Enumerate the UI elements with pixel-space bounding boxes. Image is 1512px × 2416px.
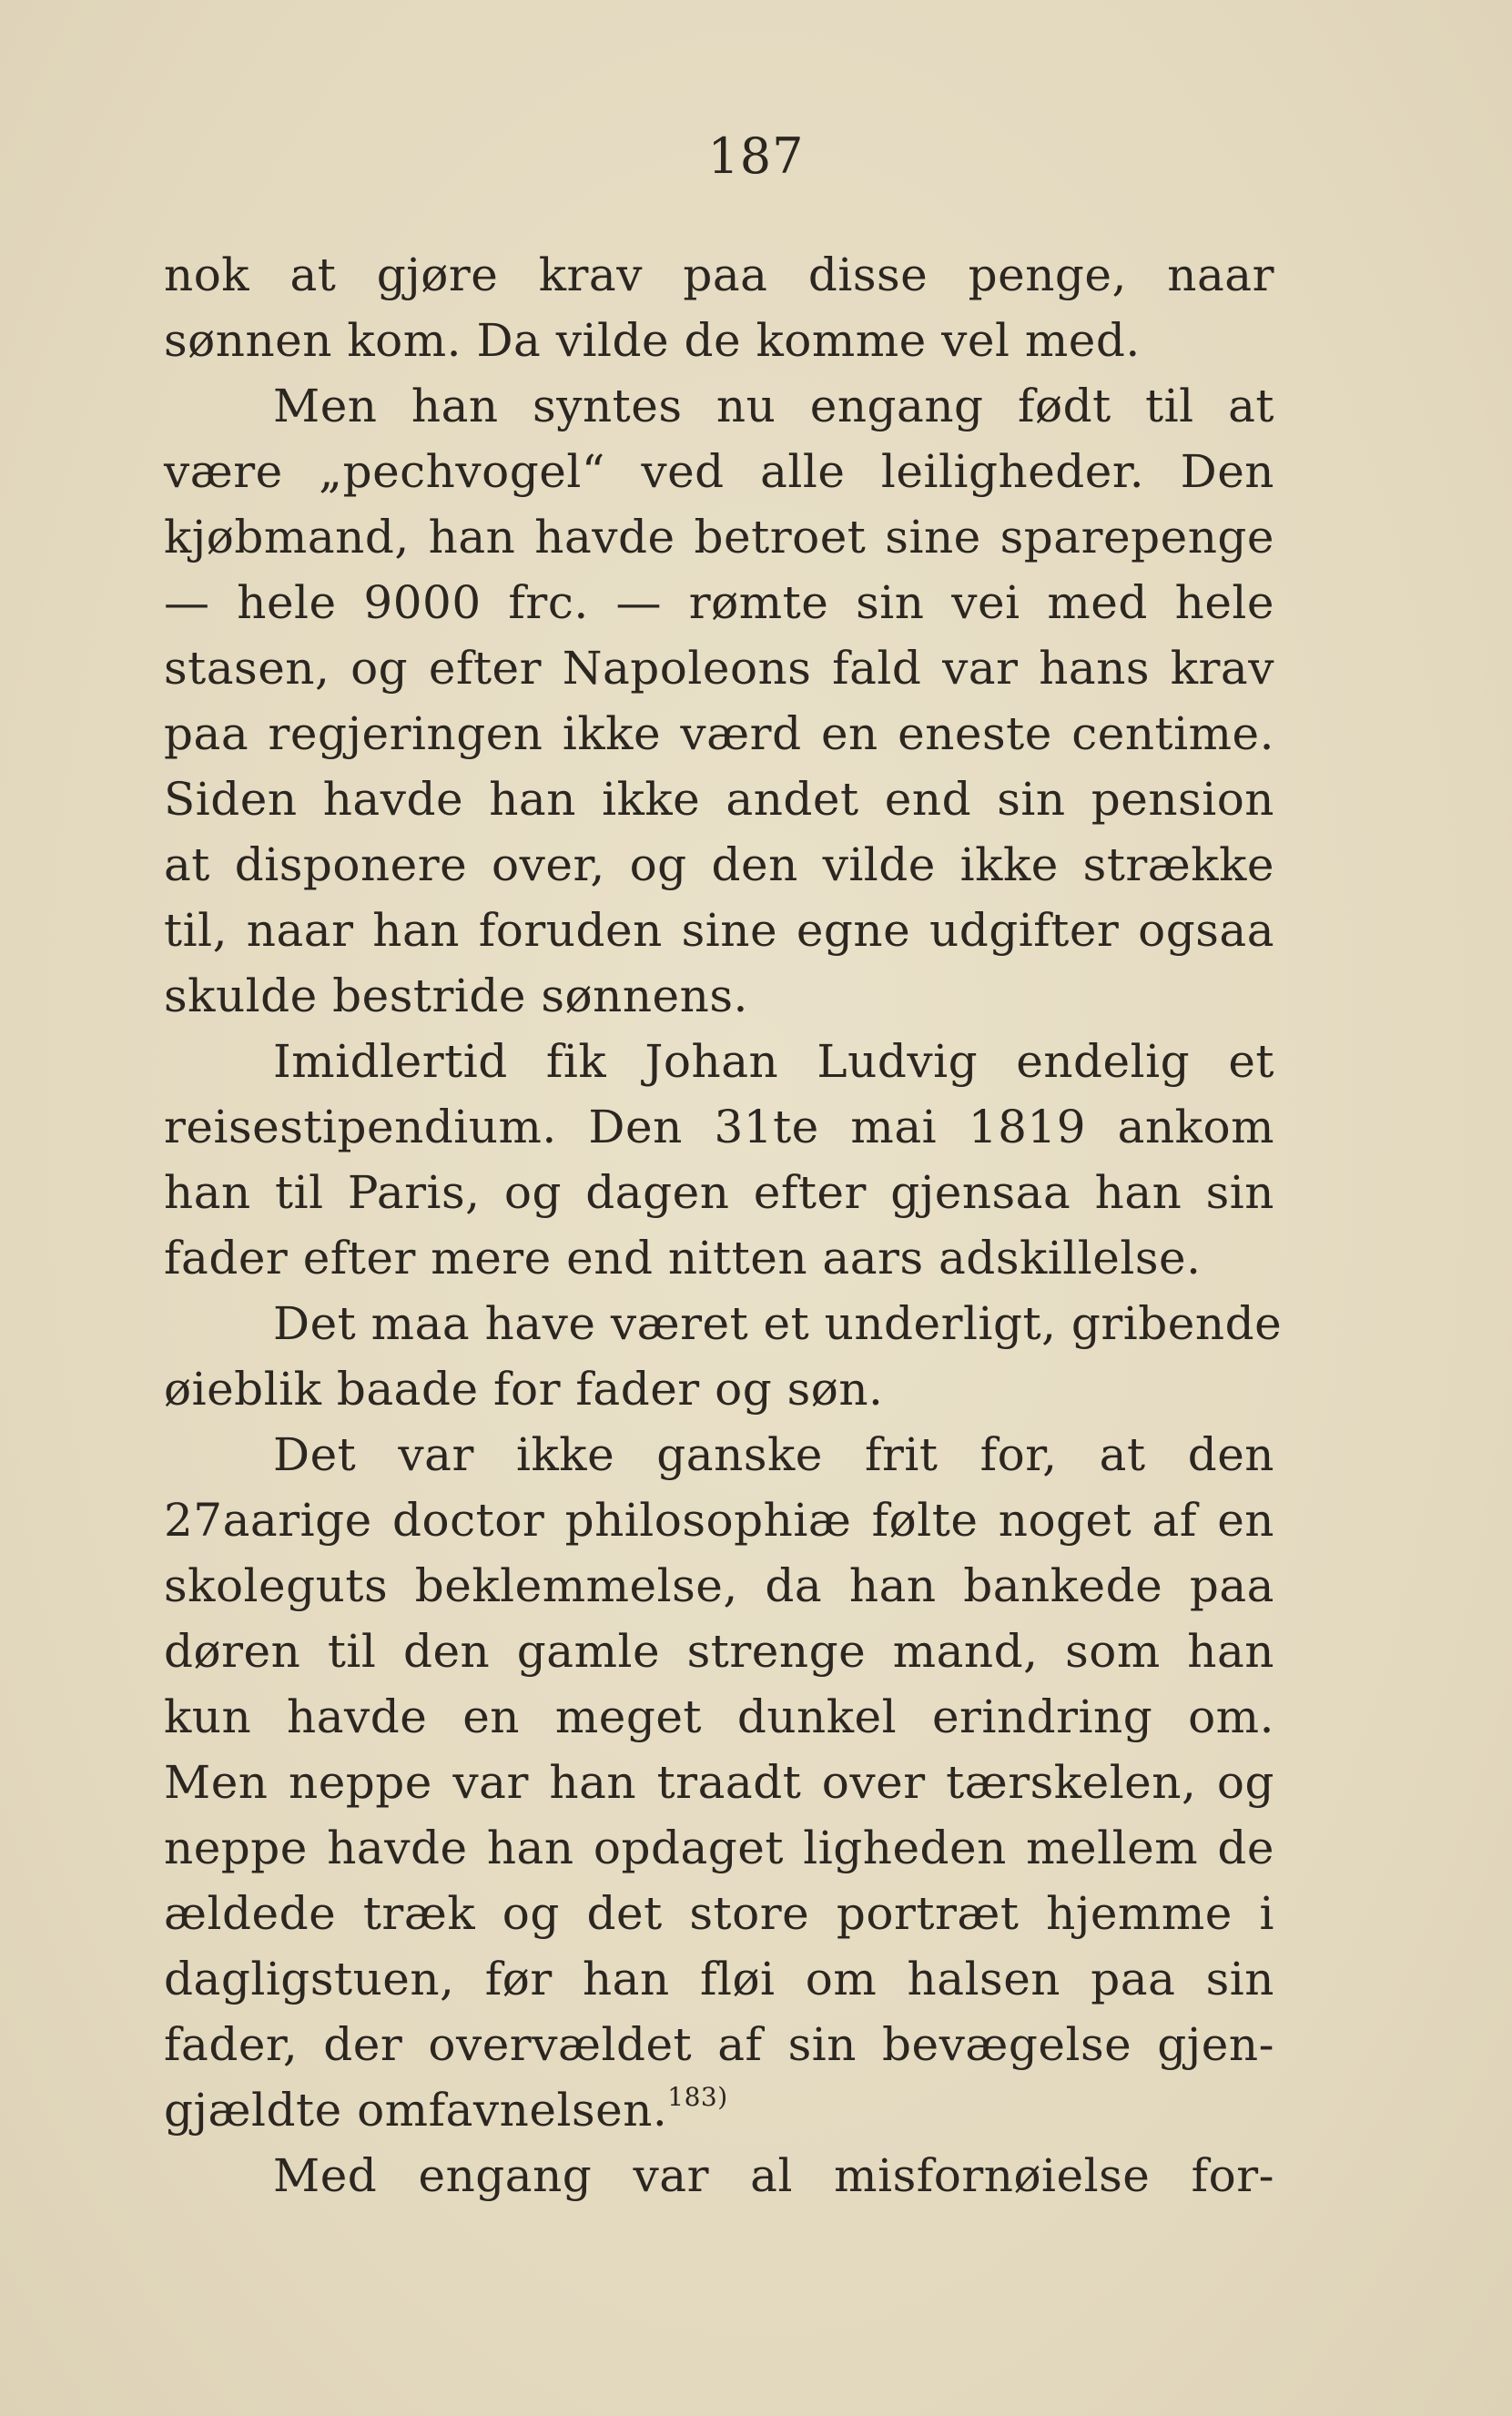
text-line: være „pechvogel“ ved alle leiligheder. Den [164,445,1274,498]
text-line: Siden havde han ikke andet end sin pension [164,773,1274,826]
text-line: fader, der overvældet af sin bevægelse gjen- [164,2018,1274,2071]
text-line: paa regjeringen ikke værd en eneste centime. [164,707,1274,760]
text-line: til, naar han foruden sine egne udgifter ogsaa [164,904,1274,957]
text-line: reisestipendium. Den 31te mai 1819 ankom [164,1101,1274,1153]
paragraph-start-line: Det maa have været et underligt, gribende [273,1297,1283,1350]
text-line: øieblik baade for fader og søn. [164,1363,884,1416]
text-line: dagligstuen, før han fløi om halsen paa sin [164,1953,1274,2005]
text-line-content: gjældte omfavnelsen. [164,2084,668,2137]
paragraph-start-line: Det var ikke ganske frit for, at den [273,1428,1274,1481]
text-line: skulde bestride sønnens. [164,969,748,1022]
paragraph-start-line: Imidlertid fik Johan Ludvig endelig et [273,1035,1274,1088]
text-line: stasen, og efter Napoleons fald var hans krav [164,642,1274,695]
text-line: sønnen kom. Da vilde de komme vel med. [164,314,1141,367]
text-line: han til Paris, og dagen efter gjensaa han sin [164,1166,1274,1219]
text-line: skoleguts beklemmelse, da han bankede paa [164,1559,1274,1612]
text-line: kun havde en meget dunkel erindring om. [164,1690,1274,1743]
text-line: Men neppe var han traadt over tærskelen, og [164,1756,1274,1809]
text-line: at disponere over, og den vilde ikke strække [164,838,1274,891]
text-line: kjøbmand, han havde betroet sine sparepenge [164,511,1274,563]
footnote-reference: 183) [667,2082,728,2112]
paragraph-start-line: Med engang var al misfornøielse for- [273,2149,1274,2202]
text-line: 27aarige doctor philosophiæ følte noget af en [164,1494,1274,1547]
body-text [164,242,1283,2208]
text-line: ældede træk og det store portræt hjemme i [164,1887,1274,1940]
text-line: nok at gjøre krav paa disse penge, naar [164,249,1274,301]
text-line: neppe havde han opdaget ligheden mellem de [164,1822,1274,1874]
text-line-with-footnote [164,2077,1274,2143]
text-line: døren til den gamle strenge mand, som han [164,1625,1274,1678]
text-line: — hele 9000 frc. — rømte sin vei med hele [164,576,1274,629]
page-number: 187 [707,127,805,185]
paragraph-start-line: Men han syntes nu engang født til at [273,380,1274,432]
text-line: fader efter mere end nitten aars adskillelse. [164,1232,1202,1284]
